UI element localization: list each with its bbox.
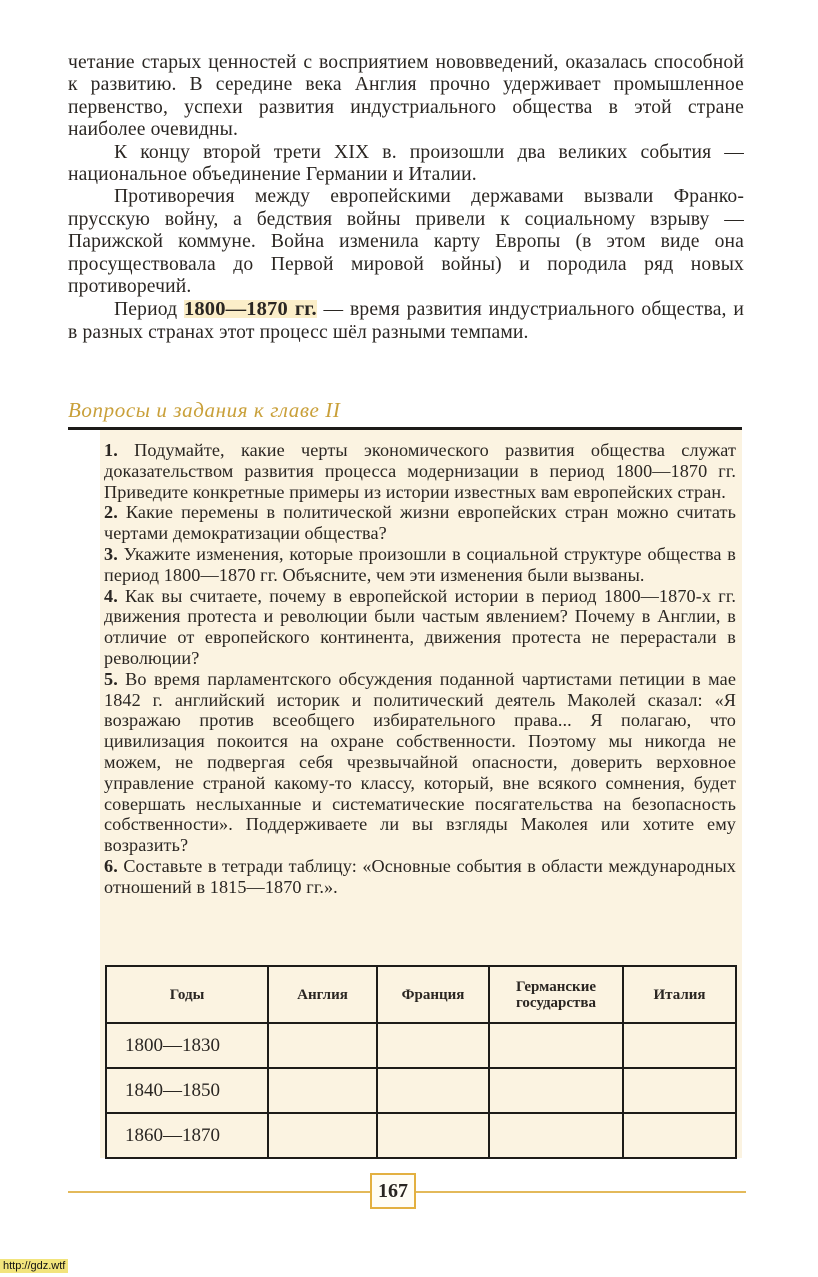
question-item [104, 440, 736, 502]
paragraph-4-start: Период [114, 299, 184, 321]
table-cell [268, 1113, 377, 1158]
question-number: 3. [104, 543, 118, 564]
watermark-link[interactable]: http://gdz.wtf [0, 1259, 68, 1273]
section-title: Вопросы и задания к главе II [68, 398, 341, 422]
table-cell [623, 1068, 736, 1113]
year-cell: 1800—1830 [106, 1023, 268, 1068]
header-italy: Италия [623, 966, 736, 1023]
paragraph-1: четание старых ценностей с восприятием нововведений, оказалась способной к развитию. В середине века Англия прочно удерживает промышленное первенство, успехи развития индустриального общества в этой стране наиболее очевидны. [68, 52, 744, 141]
year-cell: 1860—1870 [106, 1113, 268, 1158]
question-number: 5. [104, 668, 118, 689]
question-item [104, 669, 736, 856]
table-cell [268, 1023, 377, 1068]
table-cell [489, 1113, 623, 1158]
table-row [106, 1113, 736, 1158]
question-text: Во время парламентского обсуждения поданной чартистами петиции в мае 1842 г. английский историк и политический деятель Маколей сказал: «Я возражаю против всеобщего избирательного права... Я полагаю, что цивилизация покоится на охране собственности. Поэтому мы никогда не можем, не подвергая себя чрезвычайной опасности, доверить верховное управление страной какому-то классу, который, вне всякого сомнения, будет совершать неслыханные и систематические посягательства на безопасность собственности». Поддерживаете ли вы взгляды Маколея или хотите ему возразить? [104, 668, 736, 856]
table-row [106, 1023, 736, 1068]
period-highlight: 1800—1870 гг. [184, 298, 317, 321]
paragraph-4-end: — время развития индустриального общества, и в разных странах этот процесс шёл разными темпами. [68, 299, 744, 343]
question-number: 1. [104, 440, 118, 460]
table-header-row [106, 966, 736, 1023]
question-number: 2. [104, 502, 118, 523]
paragraph-3: Противоречия между европейскими державами вызвали Франко-прусскую войну, а бедствия войны привели к социальному взрыву — Парижской коммуне. Война изменила карту Европы (в этом виде она просуществовала до Первой мировой войны) и породила ряд новых противоречий. [68, 186, 744, 298]
paragraph-4 [68, 298, 744, 344]
question-item [104, 544, 736, 586]
question-text: Как вы считаете, почему в европейской истории в период 1800—1870-х гг. движения протеста и революции были частым явлением? Почему в Англии, в отличие от европейского континента, движения протеста не перерастали в революции? [104, 585, 736, 668]
header-years: Годы [106, 966, 268, 1023]
questions-list [104, 440, 736, 898]
footer-line-right [416, 1191, 746, 1193]
table-cell [377, 1023, 489, 1068]
body-text [68, 52, 744, 344]
events-table [105, 965, 737, 1159]
question-text: Какие перемены в политической жизни европейских стран можно считать чертами демократизации общества? [104, 502, 736, 544]
year-cell: 1840—1850 [106, 1068, 268, 1113]
question-item [104, 502, 736, 544]
footer-line-left [68, 1191, 370, 1193]
table-cell [489, 1068, 623, 1113]
question-item [104, 586, 736, 669]
page-number: 167 [370, 1173, 416, 1209]
table-cell [268, 1068, 377, 1113]
table-row [106, 1068, 736, 1113]
header-england: Англия [268, 966, 377, 1023]
table-cell [489, 1023, 623, 1068]
header-france: Франция [377, 966, 489, 1023]
table-cell [377, 1068, 489, 1113]
table-cell [623, 1113, 736, 1158]
question-text: Укажите изменения, которые произошли в социальной структуре общества в период 1800—1870 гг. Объясните, чем эти изменения были вызваны. [104, 543, 736, 585]
question-item [104, 856, 736, 898]
header-german-states: Германские государства [489, 966, 623, 1023]
question-text: Составьте в тетради таблицу: «Основные события в области международных отношений в 1815—1870 гг.». [104, 855, 736, 897]
question-text: Подумайте, какие черты экономического развития общества служат доказательством развития процесса модернизации в период 1800—1870 гг. Приведите конкретные примеры из истории известных вам европейских стран. [104, 440, 736, 502]
paragraph-2: К концу второй трети XIX в. произошли два великих события — национальное объединение Германии и Италии. [68, 141, 744, 186]
question-number: 6. [104, 855, 118, 876]
table-cell [377, 1113, 489, 1158]
table-cell [623, 1023, 736, 1068]
question-number: 4. [104, 585, 118, 606]
